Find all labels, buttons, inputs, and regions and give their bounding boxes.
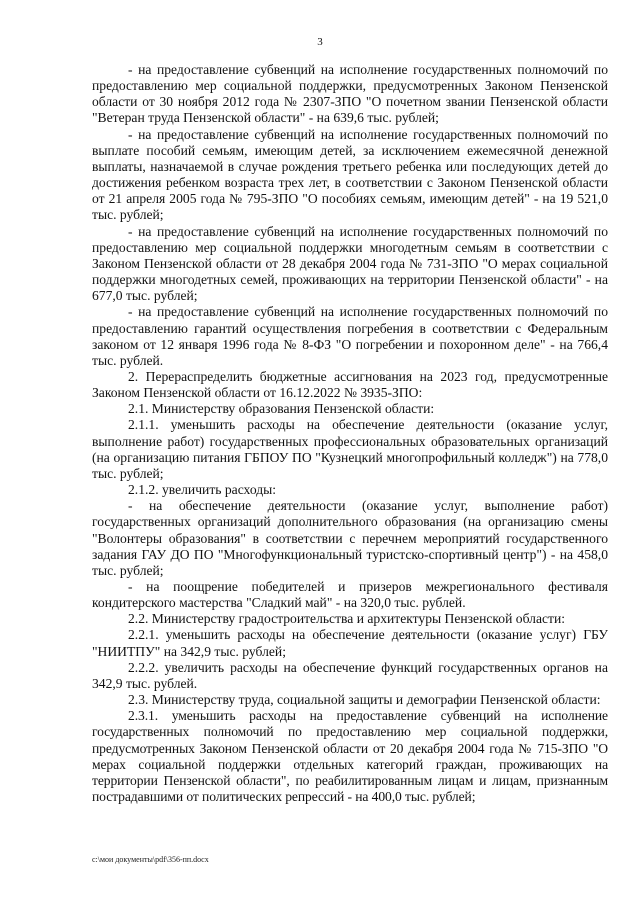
paragraph: 2.1. Министерству образования Пензенской области: bbox=[128, 401, 435, 417]
paragraph: 2.2.1. уменьшить расходы на обеспечение деятельности (оказание услуг) ГБУ "НИИТПУ" на 342,9 тыс. рублей; bbox=[92, 627, 608, 659]
paragraph: 2.2. Министерству градостроительства и архитектуры Пензенской области: bbox=[128, 611, 565, 627]
paragraph: - на предоставление субвенций на исполнение государственных полномочий по предоставлению мер социальной поддержки, предусмотренных Законом Пензенской области от 30 ноября 2012 года № 2307-ЗПО "О почетном звании Пензенской области "Ветеран труда Пензенской области" - на 639,6 тыс. рублей; bbox=[92, 62, 608, 126]
document-body bbox=[92, 62, 608, 805]
paragraph: 2.2.2. увеличить расходы на обеспечение функций государственных органов на 342,9 тыс. рублей. bbox=[92, 659, 608, 691]
page-number: 3 bbox=[317, 36, 323, 48]
paragraph: 2.3.1. уменьшить расходы на предоставление субвенций на исполнение государственных полномочий по предоставлению мер социальной поддержки, предусмотренных Законом Пензенской области от 20 декабря 2004 года № 715-ЗПО "О мерах социальной поддержки отдельных категорий граждан, проживающих на территории Пензенской области", по реабилитированным лицам и лицам, признанным пострадавшими от политических репрессий - на 400,0 тыс. рублей; bbox=[92, 708, 608, 805]
paragraph: - на предоставление субвенций на исполнение государственных полномочий по выплате пособий семьям, имеющим детей, за исключением ежемесячной денежной выплаты, назначаемой в случае рождения третьего ребенка или последующих детей до достижения ребенком возраста трех лет, в соответствии с Законом Пензенской области от 21 апреля 2005 года № 795-ЗПО "О пособиях семьям, имеющим детей" - на 19 521,0 тыс. рублей; bbox=[92, 126, 608, 223]
paragraph: 2.1.2. увеличить расходы: bbox=[128, 482, 277, 498]
paragraph: - на поощрение победителей и призеров межрегионального фестиваля кондитерского мастерства "Сладкий май" - на 320,0 тыс. рублей. bbox=[92, 579, 608, 611]
paragraph: 2. Перераспределить бюджетные ассигнования на 2023 год, предусмотренные Законом Пензенской области от 16.12.2022 № 3935-ЗПО: bbox=[92, 368, 608, 401]
paragraph: 2.1.1. уменьшить расходы на обеспечение деятельности (оказание услуг, выполнение работ) государственных профессиональных образовательных организаций (на организацию питания ГБПОУ ПО "Кузнецкий многопрофильный колледж") на 778,0 тыс. рублей; bbox=[92, 417, 608, 481]
paragraph: - на предоставление субвенций на исполнение государственных полномочий по предоставлению мер социальной поддержки многодетным семьям в соответствии с Законом Пензенской области от 28 декабря 2004 года № 731-ЗПО "О мерах социальной поддержки многодетных семей, проживающих на территории Пензенской области" - на 677,0 тыс. рублей; bbox=[92, 223, 608, 304]
paragraph: - на обеспечение деятельности (оказание услуг, выполнение работ) государственных организаций дополнительного образования (на организацию смены "Волонтеры образования" в соответствии с перечнем мероприятий государственного задания ГАУ ДО ПО "Многофункциональный туристско-спортивный центр") - на 458,0 тыс. рублей; bbox=[92, 498, 608, 578]
paragraph: 2.3. Министерству труда, социальной защиты и демографии Пензенской области: bbox=[128, 692, 601, 708]
footer-file-path: c:\мои документы\pdf\356-пп.docx bbox=[92, 855, 209, 864]
paragraph: - на предоставление субвенций на исполнение государственных полномочий по предоставлению гарантий осуществления погребения в соответствии с Федеральным законом от 12 января 1996 года № 8-ФЗ "О погребении и похоронном деле" - на 766,4 тыс. рублей. bbox=[92, 304, 608, 368]
